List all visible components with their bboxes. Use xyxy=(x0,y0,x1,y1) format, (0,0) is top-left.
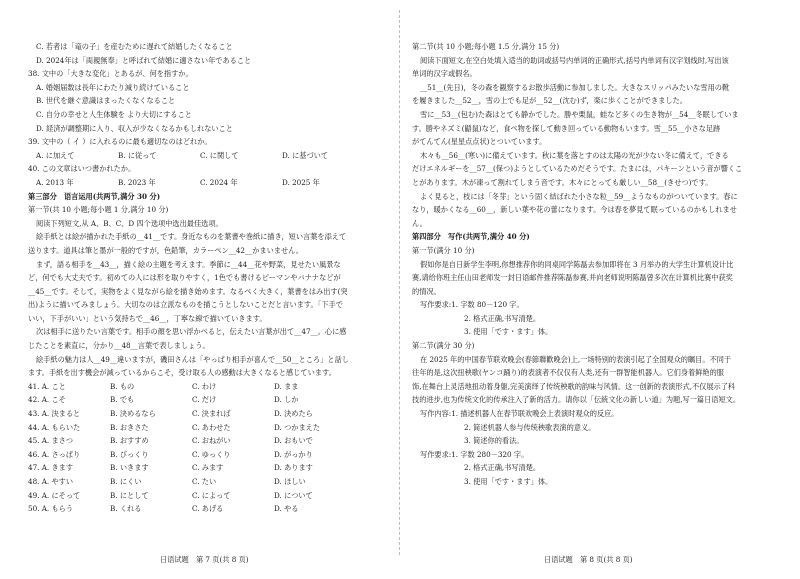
passage-line: す。勝やネズミ(鼯鼠)など，食べ物を探して動き回っている動物もいます。雪__55__小さな足跡 xyxy=(412,123,721,133)
q37-option-c: C. 若者は「竜の子」を産むために遅れて結婚したくなること xyxy=(36,42,233,51)
q40-options xyxy=(28,176,390,190)
option: B. いきます xyxy=(110,463,149,473)
answer-options xyxy=(28,380,390,516)
q39-stem: 39. 文中の（ イ ）に入れるのに最も適切なのはどれか。 xyxy=(28,137,212,147)
passage-line: 雪に__53__(包む)た森はとても静かでした。勝や栗鼠，蛙など多くの生き物が__54__冬眠していま xyxy=(420,109,739,119)
option: C. ゆっくり xyxy=(192,449,231,459)
passage-line: __45__です。そして，実物をよく見ながら絵を描き始めます。なるべく大きく，葉書をはみ出す(突 xyxy=(28,286,348,296)
option: D. やる xyxy=(274,504,299,514)
option: B. くれる xyxy=(110,504,142,514)
instructions: 阅读下面短文,在空白处填入适当的助词或括号内单词的正确形式,括号内单词有汉字划线时,写出该 xyxy=(420,55,729,65)
option: D. おもいで xyxy=(274,436,313,446)
option: B. 2023 年 xyxy=(118,177,156,187)
option: C. たい xyxy=(192,477,217,486)
q50-options xyxy=(28,502,390,516)
option: B. にくい xyxy=(110,477,142,486)
passage-line: 出)ように描いてみましょう。大切なのは立派なものを描こうとしないことだと言います。「下手で xyxy=(28,300,343,310)
option: 50. A. もらう xyxy=(28,504,74,514)
requirement: 3. 使用「です・ます」体。 xyxy=(464,327,553,337)
q38-option-a: A. 婚姻届数は長年にわたり減り続けていること xyxy=(36,82,190,92)
q39-options xyxy=(28,149,390,163)
option: D. 決めたら xyxy=(274,409,313,419)
writing-section-two-heading: 第二节(满分 30 分) xyxy=(412,341,475,351)
passage-line: ます。手紙を出す機会が減っているからこそ，受け取る人の感動は大きくなると感じています。 xyxy=(28,368,336,378)
content-item: 2. 简述机器人参与传统秧歌表演的意义。 xyxy=(464,422,596,432)
prompt-line: 假如你是自日新学生李明,你想推荐你的同桌同学陈磊去参加即将在 3 月举办的大学生计算机设计比 xyxy=(420,259,734,269)
prompt-line: 往年的是,这次扭秧歌(ヤンコ踊り)的表演者不仅仅有人类,还有一群智能机器人。它们身着鲜艳的服 xyxy=(412,368,724,378)
option: D. に基づいて xyxy=(282,150,329,160)
passage-line: 次は相手に送りたい言葉です。相手の顔を思い浮かべると，伝えたい言葉が出て__47__。心に感 xyxy=(36,327,347,337)
passage-line: を履きました__52__，雪の上でも足が__52__(沈む)ず，楽に歩くことができました。 xyxy=(412,96,687,106)
option: 45. A. まさつ xyxy=(28,436,74,446)
q38-stem: 38. 文中の「大きな変化」とあるが、何を指すか。 xyxy=(28,69,193,79)
section-three-heading: 第三部分 语言运用(共两节,满分 30 分) xyxy=(28,191,161,201)
option: D. しか xyxy=(274,395,299,405)
option: B. にとして xyxy=(110,490,149,500)
option: D. 2025 年 xyxy=(282,177,320,187)
option: C. 2024 年 xyxy=(200,177,238,187)
option: D. について xyxy=(274,490,313,500)
q45-options xyxy=(28,434,390,448)
fill-passage xyxy=(412,81,774,231)
passage-line: ん。 xyxy=(412,218,427,228)
q38-option-d: D. 経済が調整期に入り、収入が少なくなるかもしれないこと xyxy=(36,123,233,133)
option: C. あげる xyxy=(192,504,224,514)
q47-options xyxy=(28,461,390,475)
passage-line: 木々も__56__(寒い)に備えています。秋に葉を落とすのは太陽の光が少ない冬に備えて，できる xyxy=(420,150,729,160)
option: C. によって xyxy=(192,490,231,500)
q43-options xyxy=(28,407,390,421)
option: A. 2013 年 xyxy=(36,177,74,187)
section-two-heading: 第二节(共 10 小题;每小题 1.5 分,满分 15 分) xyxy=(412,42,560,51)
option: 41. A. こと xyxy=(28,381,66,391)
option: B. おきさた xyxy=(110,422,149,432)
option: C. わけ xyxy=(192,381,217,391)
content-item: 3. 简述你的看法。 xyxy=(464,436,524,446)
option: B. に従って xyxy=(118,150,157,160)
option: 42. A. こそ xyxy=(28,395,66,405)
passage-line: ど，何でも大丈夫です。初めての人には形を取りやすく，1色でも書けるピーマンやバナナなどが xyxy=(28,273,341,283)
prompt-line: 赛,请给你班主任山田老师发一封日语邮件推荐陈磊参赛,并向老师说明陈磊曾多次在计算机比赛中获奖 xyxy=(412,273,733,283)
q41-options xyxy=(28,380,390,394)
writing-heading: 第四部分 写作(共两节,满分 40 分) xyxy=(412,232,530,242)
prompt-line: 饰,在舞台上灵活地扭动着身躯,完美演绎了传统秧歌的韵味与风情。这一创新的表演形式,不仅展示了科 xyxy=(412,381,736,391)
instructions: 阅读下列短文,从 A、B、C、D 四个选项中选出最佳选项。 xyxy=(36,218,223,228)
option: B. おすすめ xyxy=(110,436,149,446)
prompt-line: 在 2025 年的中国春节联欢晚会(春節聯歡晚会)上,一场特别的表演引起了全国观众的瞩目。不同于 xyxy=(420,354,732,364)
option: C. おねがい xyxy=(192,436,231,446)
option: B. もの xyxy=(110,381,135,391)
passage-line: がてんてん(星星点点状)とついています。 xyxy=(412,137,547,147)
instructions: 单词的汉字或假名。 xyxy=(412,69,477,79)
prompt-line: 技的进步,也为传统文化的传承注入了新的活力。请你以「伝統文化の新しい道」为题,写一篇日语短文。 xyxy=(412,395,741,405)
passage-line: 送ります。道具は筆と墨が一般的ですが，色鉛筆，カラーペン__42__かまいません。 xyxy=(28,245,303,255)
passage-line: よく見ると，枝には「冬芽」という固く結ばれた小さな粒__59__ようなものがついています。春に xyxy=(420,191,738,201)
option: D. まま xyxy=(274,381,299,391)
passage-line: じたことを素直に，分かり__48__言葉で表しましょう。 xyxy=(28,341,210,351)
left-page xyxy=(28,0,390,516)
option: 47. A. きます xyxy=(28,463,74,473)
cloze-passage xyxy=(28,230,390,380)
passage-line: まず，語る相手を__43__，描く絵の主題を考えます。季節に__44__花や野菜，見せたい風景な xyxy=(36,259,341,269)
passage-line: 絵手紙の魅力は人__49__違いますが，磯田さんは「やっぱり相手が喜んで__50__ところ」と話し xyxy=(36,354,349,364)
q42-options xyxy=(28,393,390,407)
option: B. びっくり xyxy=(110,449,149,459)
section-one-heading: 第一节(共 10 小题;每小题 1 分,满分 10 分) xyxy=(28,205,169,215)
option: 43. A. 決まると xyxy=(28,409,81,419)
prompt-line: 的情况。 xyxy=(412,286,441,296)
requirement: 写作要求:1. 字数 280－320 字。 xyxy=(420,449,529,459)
option: C. あわせた xyxy=(192,422,231,432)
q49-options xyxy=(28,489,390,503)
option: 48. A. やすい xyxy=(28,477,74,486)
option: B. でも xyxy=(110,395,135,405)
option: 46. A. さっぱり xyxy=(28,449,81,459)
requirement: 2. 格式正确,书写清楚。 xyxy=(464,463,541,473)
page-divider xyxy=(399,10,400,555)
q46-options xyxy=(28,448,390,462)
option: A. に加えて xyxy=(36,150,75,160)
passage-line: 絵手紙とは絵が描かれた手紙の__41__です。身近なものを葉書や巻紙に描き，短い言葉を添えて xyxy=(36,232,347,242)
requirement: 写作要求:1. 字数 80－120 字。 xyxy=(420,300,524,310)
page-footer-right: 日语试题 第 8 页(共 8 页) xyxy=(544,555,633,564)
passage-line: __51__(先日)，冬の森を観察するお散歩活動に参加しました。大きなスリッパみたいな雪用の靴 xyxy=(420,82,730,92)
q40-stem: 40. この文章はいつ書かれたか。 xyxy=(28,164,136,174)
q44-options xyxy=(28,421,390,435)
option: C. に関して xyxy=(200,150,239,160)
right-page xyxy=(412,0,774,489)
content-item: 写作内容:1. 描述机器人在春节联欢晚会上表演时观众的反应。 xyxy=(420,409,619,419)
option: 44. A. もらいた xyxy=(28,422,81,432)
option: C. だけ xyxy=(192,395,217,405)
option: D. あります xyxy=(274,463,313,473)
requirement: 3. 使用「です・ます」体。 xyxy=(464,477,553,486)
option: D. ほしい xyxy=(274,477,306,486)
writing-section-one-heading: 第一节(满分 10 分) xyxy=(412,245,475,255)
passage-line: いい，下手がいい」という気持ちで__46__，丁寧な線で描いていきます。 xyxy=(28,313,267,323)
passage-line: とがあります。木が凍って割れてしまう音です。木々にとっても厳しい__58__(きせつ)です。 xyxy=(412,177,713,187)
option: D. つかまえた xyxy=(274,422,321,432)
passage-line: なり，暖かくなる__60__，新しい葉や花の蕾になります。今は春を夢見て眠っているのかもしれませ xyxy=(412,205,737,215)
option: 49. A. にそって xyxy=(28,490,81,500)
page-footer-left: 日语试题 第 7 页(共 8 页) xyxy=(160,555,249,564)
passage-line: だけエネルギーを__57__(保つ)ようとしているためだそうです。たまには，パキーンという音が響くこ xyxy=(412,164,743,174)
q37-option-d: D. 2024年は「両親無奉」と呼ばれて結婚に適さない年であること xyxy=(36,55,252,65)
q48-options xyxy=(28,475,390,489)
q38-option-c: C. 自分の幸せと人生体験を より大切にすること xyxy=(36,109,192,119)
option: C. 決まれば xyxy=(192,409,231,419)
option: B. 決めるなら xyxy=(110,409,156,419)
option: C. みます xyxy=(192,463,224,473)
q38-option-b: B. 世代を継ぐ意識はまったくなくなること xyxy=(36,96,176,106)
option: D. がっかり xyxy=(274,449,313,459)
requirement: 2. 格式正确,书写清楚。 xyxy=(464,313,541,323)
